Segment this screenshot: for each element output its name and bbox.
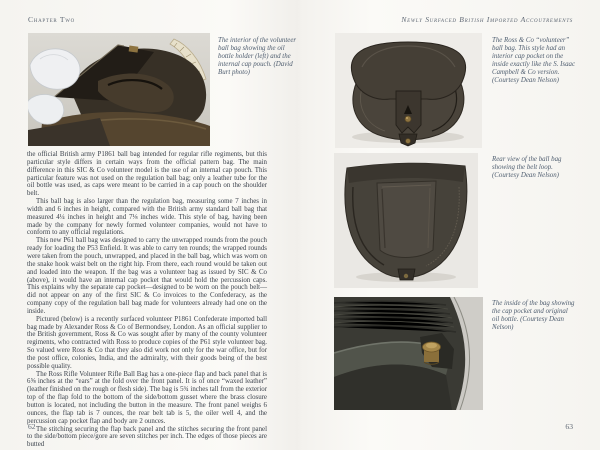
body-paragraph: the official British army P1861 ball bag intended for regular rifle regiments, but this particular style differs in certain ways from the official pattern bag. The main difference in this SIC & Co volunteer model is the use of an internal cap pouch. This particular feature was not used on the regulation ball bag; only a leather tube for the oil bottle was used, as caps were meant to be carried in a cap pouch on the shoulder belt. xyxy=(27,151,267,198)
photo-ball-bag-inside xyxy=(334,297,483,410)
body-paragraph: Pictured (below) is a recently surfaced volunteer P1861 Confederate imported ball bag made by Alexander Ross & Co of Bermondsey, London. As an official supplier to the British government, Ross & Co was sought after by many of the county volunteer regiments, who contracted with Ross to produce copies of the P61 style volunteer bag. So valued were Ross & Co that they also did work not only for the war office, but for the post office, colonies, India, and the admiralty, with their goods being of the best possible quality. xyxy=(27,315,267,370)
photo-ball-bag-front xyxy=(335,33,482,148)
right-page-number: 63 xyxy=(565,422,573,431)
caption-ball-bag-inside: The inside of the bag showing the cap pocket and original oil bottle. (Courtesy Dean Nelson) xyxy=(492,300,575,332)
ball-bag-inside-illustration xyxy=(334,297,483,410)
caption-ball-bag-front: The Ross & Co “volunteer” ball bag. This style had an interior cap pocket on the inside exactly like the S. Isaac Campbell & Co version. (Courtesy Dean Nelson) xyxy=(492,37,576,85)
ball-bag-rear-illustration xyxy=(334,153,478,288)
body-paragraph: This new P61 ball bag was designed to carry the unwrapped rounds from the pouch ready for loading the P53 Enfield. It was able to carry ten rounds; the wrapped rounds were taken from the pouch, unwrapped, and placed in the ball bag, which was worn on the snake hook waist belt on the right hip. From there, each round would be taken out and loaded into the weapon. If the bag was a volunteer bag as issued by SIC & Co (above), it would have an internal cap pocket that would hold the percussion caps. This explains why the separate cap pocket—designed to be worn on the pouch belt—did not appear on any of the first SIC & Co invoices to the Confederacy, as the company copy of the regulation ball bag made for volunteers already had one on the inside. xyxy=(27,237,267,315)
caption-ball-bag-rear: Rear view of the ball bag showing the belt loop. (Courtesy Dean Nelson) xyxy=(492,156,562,180)
body-paragraph: The stitching securing the flap back panel and the stitches securing the front panel to the side/bottom piece/gore are seven stitches per inch. The edges of those pieces are butted xyxy=(27,425,267,449)
body-paragraph: The Ross Rifle Volunteer Rifle Ball Bag has a one-piece flap and back panel that is 6⅝ inches at the “ears” at the fold over the front panel. It is of once “waxed leather” (leather finished on the rough or flesh side). The bag is 5¾ inches tall from the exterior top of the flap fold to the bottom of the side/bottom gusset where the brass closure button is located, not including the button in the measure. The front panel weighs 6 ounces, the flap tab is 7 ounces, the rear belt tab is 5, the oiler well 4, and the percussion cap pocket flap and body are 2 ounces. xyxy=(27,370,267,425)
caption-ball-bag-interior: The interior of the volunteer ball bag showing the oil bottle holder (left) and the internal cap pouch. (David Burt photo) xyxy=(218,37,297,77)
ball-bag-interior-illustration xyxy=(28,33,210,146)
body-text-column xyxy=(27,151,267,449)
body-paragraph: This ball bag is also larger than the regulation bag, measuring some 7 inches in width and 6 inches in height, compared with the British army standard ball bag that measured 4¼ inches in height and 7⅛ inches wide. This style of bag, having been made by the company for newly formed volunteer companies, would not have to conform to any official regulations. xyxy=(27,198,267,237)
left-page-number: 62 xyxy=(28,422,36,431)
left-running-head: Chapter Two xyxy=(28,15,75,24)
photo-ball-bag-rear xyxy=(334,153,478,288)
ball-bag-front-illustration xyxy=(335,33,482,148)
photo-ball-bag-interior xyxy=(28,33,210,146)
right-running-head: Newly Surfaced British Imported Accoutrements xyxy=(401,15,573,24)
